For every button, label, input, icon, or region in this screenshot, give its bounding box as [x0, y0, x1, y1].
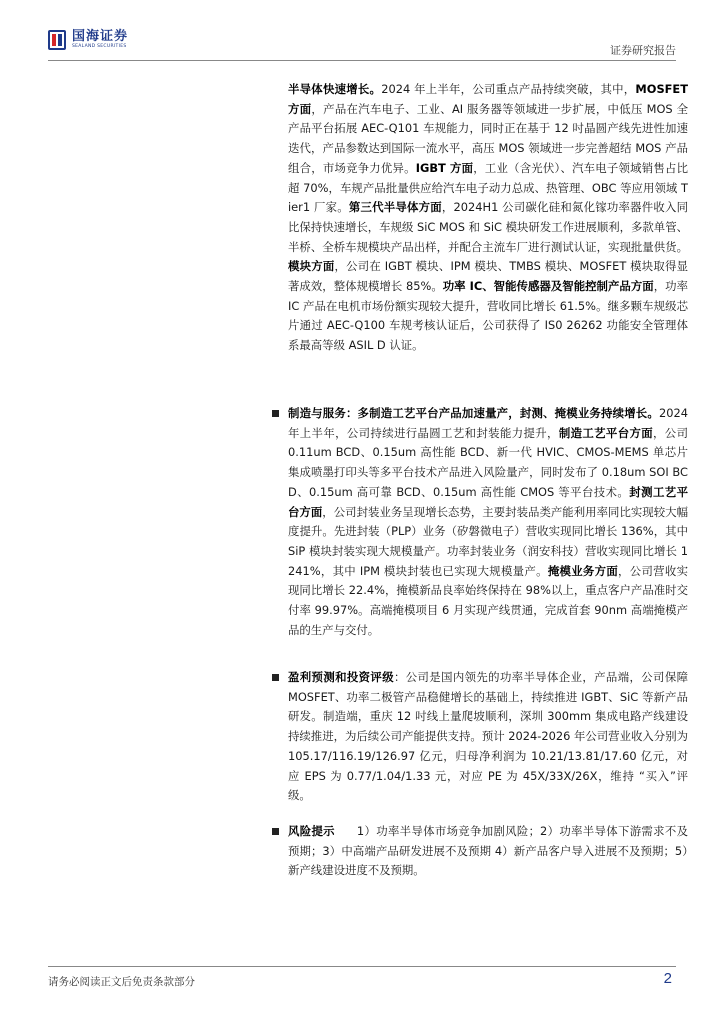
forecast-paragraph: 盈利预测和投资评级：公司是国内领先的功率半导体企业，产品端，公司保障 MOSFET、功率二极管产品稳健增长的基础上，持续推进 IGBT、SiC 等新产品研发。制造端，重庆 12 吋线上量爬坡顺利，深圳 300mm 集成电路产线建设持续推进，为后续公司产能提供支持。预计 2024-2026 年公司营业收入分别为 105.17/116.19/126.97 亿元，归母净利润为 10.21/13.81/17.60 亿元，对应 EPS 为 0.77/1.04/1.33 元，对应 PE 为 45X/33X/26X，维持 “买入”评级。 [288, 670, 688, 803]
bullet-square-icon [272, 674, 279, 681]
risk-heading: 风险提示 [288, 824, 335, 838]
gen3-heading: 第三代半导体方面 [348, 200, 442, 215]
header-divider [48, 60, 676, 61]
bullet-square-icon [272, 828, 279, 835]
logo-english-name: SEALAND SECURITIES [72, 44, 127, 50]
page-number: 2 [663, 970, 672, 987]
igbt-heading: IGBT 方面 [415, 160, 474, 175]
logo-mark-icon [48, 30, 66, 50]
mosfet-heading: MOSFET 方面 [288, 82, 688, 116]
company-logo [48, 28, 128, 52]
packaging-platform-heading: 封测工艺平台方面 [288, 484, 688, 519]
manufacturing-heading: 制造与服务：多制造工艺平台产品加速量产，封测、掩模业务持续增长。 [288, 406, 659, 420]
footer-disclaimer: 请务必阅读正文后免责条款部分 [48, 976, 195, 988]
bullet-square-icon [272, 410, 279, 417]
logo-chinese-name: 国海证券 [72, 29, 129, 45]
mask-business-heading: 掩模业务方面 [547, 563, 619, 578]
forecast-heading: 盈利预测和投资评级 [288, 670, 394, 684]
report-type-label: 证券研究报告 [610, 44, 676, 57]
semiconductor-paragraph: 半导体快速增长。2024 年上半年，公司重点产品持续突破，其中，MOSFET 方面，产品在汽车电子、工业、AI 服务器等领域进一步扩展，中低压 MOS 全产品平台拓展 AEC-Q101 车规能力，同时正在基于 12 吋晶圆产线先进性加速迭代，产品参数达到国际一流水平，高压 MOS 领域进一步完善超结 MOS 产品组合，市场竞争力优异。IGBT 方面，工业（含光伏）、汽车电子领域销售占比超 70%，车规产品批量供应给汽车电子动力总成、热管理、OBC 等应用领域 Tier1 厂家。第三代半导体方面，2024H1 公司碳化硅和氮化镓功率器件收入同比保持快速增长，车规级 SiC MOS 和 SiC 模块研发工作进展顺利，多款单管、半桥、全桥车规模块产品出样，并配合主流车厂进行测试认证，实现批量供货。模块方面，公司在 IGBT 模块、IPM 模块、TMBS 模块、MOSFET 模块取得显著成效，整体规模增长 85%。功率 IC、智能传感器及智能控制产品方面，功率 IC 产品在电机市场份额实现较大提升，营收同比增长 61.5%。继多颗车规级芯片通过 AEC-Q100 车规考核认证后，公司获得了 IS0 26262 功能安全管理体系最高等级 ASIL D 认证。 [288, 82, 688, 353]
risk-section [272, 822, 688, 881]
forecast-section [272, 668, 688, 806]
semiconductor-heading: 半导体快速增长。 [288, 82, 382, 96]
page-header [48, 28, 676, 60]
risk-paragraph: 风险提示 1）功率半导体市场竞争加剧风险；2）功率半导体下游需求不及预期；3）中高端产品研发进展不及预期 4）新产品客户导入进展不及预期；5）新产线建设进度不及预期。 [288, 824, 688, 878]
manufacturing-section [272, 404, 688, 640]
module-heading: 模块方面 [288, 259, 335, 274]
process-platform-heading: 制造工艺平台方面 [558, 425, 654, 440]
footer-divider [48, 966, 676, 967]
power-ic-heading: 功率 IC、智能传感器及智能控制产品方面 [442, 279, 654, 294]
semiconductor-paragraph-block [288, 80, 688, 356]
manufacturing-paragraph: 制造与服务：多制造工艺平台产品加速量产，封测、掩模业务持续增长。2024 年上半年，公司持续进行晶圆工艺和封装能力提升，制造工艺平台方面，公司 0.11um BCD、0.15um 高性能 BCD、新一代 HVIC、CMOS-MEMS 单芯片集成喷墨打印头等多平台技术产品进入风险量产，同时发布了 0.18um SOI BCD、0.15um 高可靠 BCD、0.15um 高性能 CMOS 等平台技术。封测工艺平台方面，公司封装业务呈现增长态势，主要封装品类产能利用率同比实现较大幅度提升。先进封装（PLP）业务（矽磐微电子）营收实现同比增长 136%，其中 SiP 模块封装实现大规模量产。功率封装业务（润安科技）营收实现同比增长 1241%，其中 IPM 模块封装也已实现大规模量产。掩模业务方面，公司营收实现同比增长 22.4%，掩模新品良率始终保持在 98%以上，重点客户产品准时交付率 99.97%。高端掩模项目 6 月实现产线贯通，完成首套 90nm 高端掩模产品的生产与交付。 [288, 406, 688, 637]
